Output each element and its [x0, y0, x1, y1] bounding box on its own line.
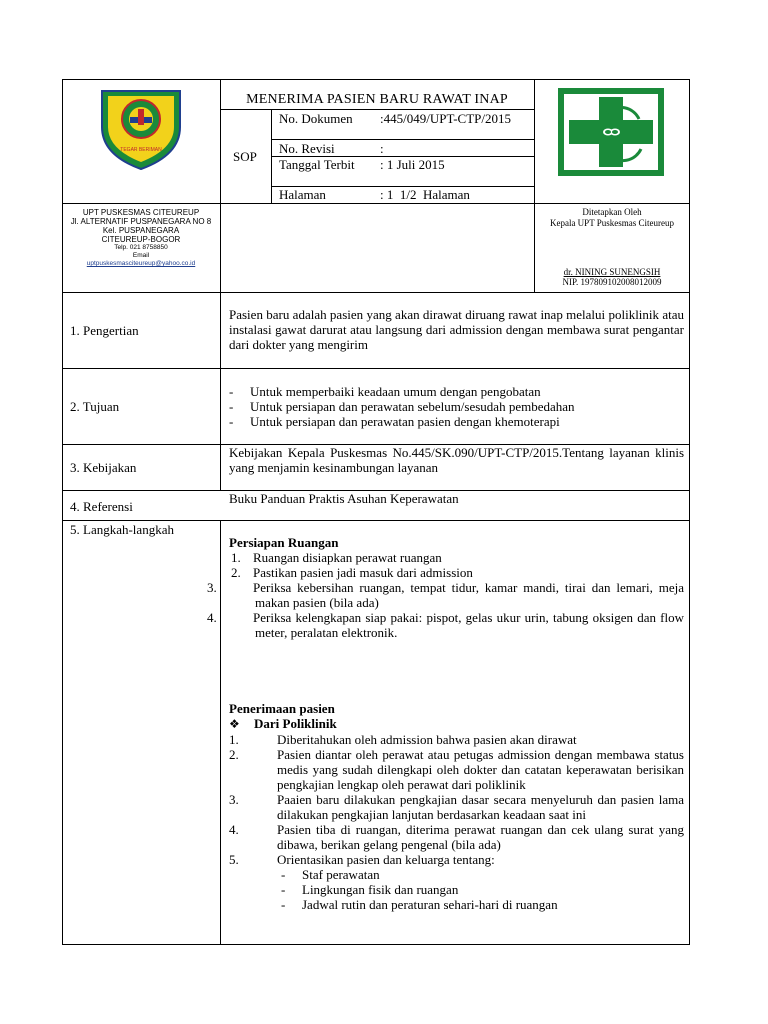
list-item: 2. Pastikan pasien jadi masuk dari admission	[231, 565, 473, 580]
orientasi-list	[229, 867, 684, 912]
list-item: 2. Pasien diantar oleh perawat atau petugas admission dengan membawa status medis yang sudah dilengkapi oleh dokter dan catatan keperawatan berisikan pengkajian lengkap oleh perawat dari poliklinik	[229, 747, 684, 792]
org-email-label: Email	[132, 252, 150, 259]
list-item: - Lingkungan fisik dan ruangan	[281, 882, 459, 897]
section-label-kebijakan: 3. Kebijakan	[70, 460, 137, 475]
section-label-langkah: 5. Langkah-langkah	[70, 522, 174, 537]
field-value-no-revisi: :	[380, 141, 384, 156]
org-phone: Telp. 021 8758850	[114, 244, 168, 251]
field-value-tanggal-terbit: : 1 Juli 2015	[380, 157, 445, 172]
approval-line-2: Kepala UPT Puskesmas Citeureup	[549, 218, 675, 228]
penerimaan-content	[229, 701, 684, 912]
field-value-halaman: : 1 1/2 Halaman	[380, 187, 470, 202]
poliklinik-heading	[229, 716, 684, 732]
persiapan-title: Persiapan Ruangan	[229, 535, 339, 550]
field-label-no-revisi: No. Revisi	[279, 141, 335, 156]
org-city: CITEUREUP-BOGOR	[101, 235, 181, 244]
approval-nip: NIP. 197809102008012009	[562, 277, 662, 287]
penerimaan-title: Penerimaan pasien	[229, 701, 335, 716]
list-item: 3. Periksa kebersihan ruangan, tempat tidur, kamar mandi, tirai dan lemari, meja makan pasien (bila ada)	[207, 580, 684, 610]
langkah-content	[207, 535, 684, 640]
field-label-halaman: Halaman	[279, 187, 326, 202]
section-text-kebijakan: Kebijakan Kepala Puskesmas No.445/SK.090/UPT-CTP/2015.Tentang layanan klinis yang menjamin kesinambungan layanan	[229, 445, 684, 475]
list-item: 3. Paaien baru dilakukan pengkajian dasar secara menyeluruh dan pasien lama dilakukan pengkajian lanjutan berdasarkan keadaan saat ini	[229, 792, 684, 822]
puskesmas-logo	[557, 87, 665, 177]
sop-label: SOP	[233, 149, 257, 164]
approval-name: dr. NINING SUNENGSIH	[563, 267, 661, 277]
field-label-tanggal-terbit: Tanggal Terbit	[279, 157, 355, 172]
org-info	[68, 208, 214, 268]
list-item: - Untuk memperbaiki keadaan umum dengan pengobatan	[229, 384, 541, 399]
kabupaten-bogor-logo	[94, 87, 188, 171]
org-email-link[interactable]: uptpuskesmasciteureup@yahoo.co.id	[86, 260, 196, 267]
section-label-pengertian: 1. Pengertian	[70, 323, 139, 338]
field-value-no-dokumen: :445/049/UPT-CTP/2015	[380, 111, 511, 126]
document-title: MENERIMA PASIEN BARU RAWAT INAP	[246, 92, 508, 107]
persiapan-list	[207, 550, 684, 640]
diamond-bullet-icon: ❖	[229, 717, 240, 731]
poliklinik-list	[229, 732, 684, 867]
approval-block	[534, 207, 690, 229]
list-item: - Untuk persiapan dan perawatan pasien dengan khemoterapi	[229, 414, 560, 429]
org-address: Jl. ALTERNATIF PUSPANEGARA NO 8	[70, 217, 212, 226]
section-label-referensi: 4. Referensi	[70, 499, 133, 514]
sop-document	[62, 79, 690, 945]
field-label-no-dokumen: No. Dokumen	[279, 111, 353, 126]
list-item: - Untuk persiapan dan perawatan sebelum/sesudah pembedahan	[229, 399, 575, 414]
section-text-referensi: Buku Panduan Praktis Asuhan Keperawatan	[229, 491, 459, 506]
list-item: 5. Orientasikan pasien dan keluarga tentang:	[229, 852, 495, 867]
approval-signer	[534, 267, 690, 287]
org-kelurahan: Kel. PUSPANEGARA	[102, 226, 180, 235]
logo-motto: TEGAR BERIMAN	[120, 147, 162, 153]
list-item: - Staf perawatan	[281, 867, 380, 882]
section-text-pengertian: Pasien baru adalah pasien yang akan dirawat diruang rawat inap melalui poliklinik atau instalasi gawat darurat atau langsung dari admission dengan membawa surat pengantar dari dokter yang mengirim	[229, 307, 684, 352]
approval-line-1: Ditetapkan Oleh	[582, 207, 642, 217]
tujuan-list	[229, 384, 684, 429]
list-item: 4. Pasien tiba di ruangan, diterima perawat ruangan dan cek ulang surat yang dibawa, berikan gelang pengenal (bila ada)	[229, 822, 684, 852]
list-item: - Jadwal rutin dan peraturan sehari-hari di ruangan	[281, 897, 558, 912]
section-label-tujuan: 2. Tujuan	[70, 399, 120, 414]
org-name: UPT PUSKESMAS CITEUREUP	[82, 208, 200, 217]
list-item: 1. Ruangan disiapkan perawat ruangan	[231, 550, 442, 565]
list-item: 4. Periksa kelengkapan siap pakai: pispot, gelas ukur urin, tabung oksigen dan flow meter, peralatan elektronik.	[207, 610, 684, 640]
poliklinik-title: Dari Poliklinik	[254, 716, 337, 731]
list-item: 1. Diberitahukan oleh admission bahwa pasien akan dirawat	[229, 732, 577, 747]
